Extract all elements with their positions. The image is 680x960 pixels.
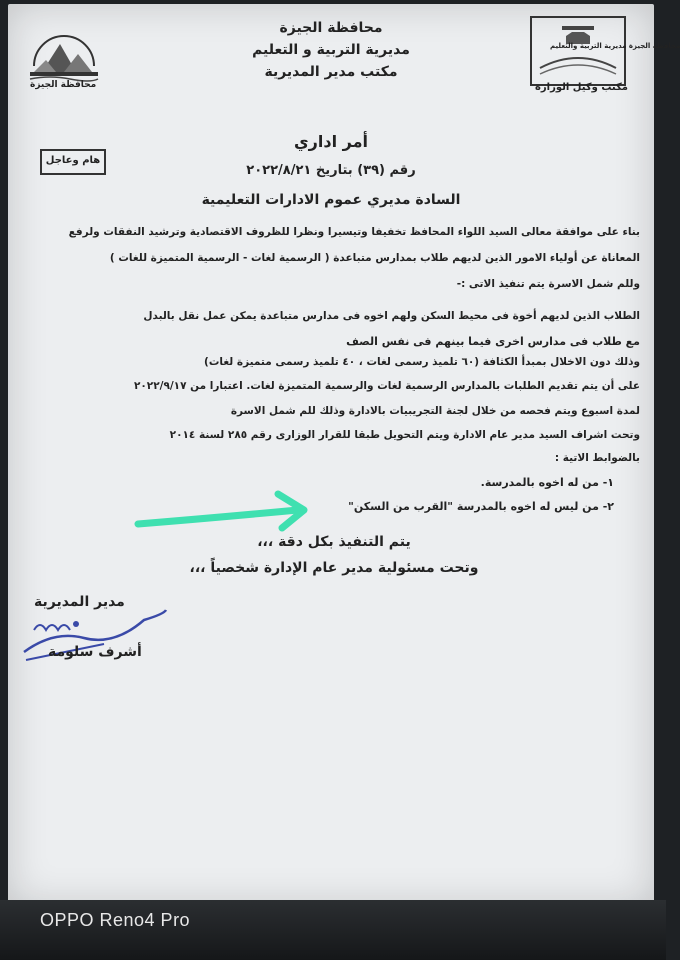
body-line: الطلاب الذين لديهم أخوة فى محيط السكن ولهم اخوه فى مدارس متباعدة يمكن عمل نقل بالبدل [143,310,640,322]
doc-number-date: رقم (٣٩) بتاريخ ٢٠٢٢/٨/٢١ [246,163,416,178]
left-logo-caption: محافظة الجيزة [30,80,97,90]
closing-line: يتم التنفيذ بكل دقة ،،، [257,534,411,550]
arrow-annotation-icon [132,488,312,536]
stamp-text: محافظة الجيزة مديرية التربية والتعليم [550,42,680,50]
urgent-box: هام وعاجل [40,149,106,175]
body-line: على أن يتم تقديم الطلبات بالمدارس الرسمية لغات والرسمية المتميزة لغات. اعتبارا من ٢٠٢٢/٩/١٧ [133,380,640,392]
doc-addressee: السادة مديري عموم الادارات التعليمية [201,192,461,208]
closing-line: وتحت مسئولية مدير عام الإدارة شخصياً ،،، [189,560,479,576]
header-office: مكتب مدير المديرية [264,64,398,80]
phone-watermark: OPPO Reno4 Pro [40,910,191,930]
signer-name: أشرف سلومة [48,644,142,660]
doc-title: أمر اداري [294,132,368,151]
body-line: وذلك دون الاخلال بمبدأ الكثافة (٦٠ تلميذ رسمى لغات ، ٤٠ تلميذ رسمى متميزة لغات) [204,356,640,368]
document-page [8,4,680,906]
intro-line: المعاناة عن أولياء الامور الذين لديهم طلاب بمدارس متباعدة ( الرسمية لغات - الرسمية المتميزة للغات ) [109,252,640,264]
signer-title: مدير المديرية [34,594,125,610]
header-governorate: محافظة الجيزة [279,20,383,36]
right-stamp-caption: مكتب وكيل الوزارة [535,82,628,93]
body-line: مع طلاب فى مدارس اخرى فيما بينهم فى نفس الصف [346,335,640,348]
header-directorate: مديرية التربية و التعليم [252,42,410,58]
list-item: ٢- من ليس له اخوه بالمدرسة "القرب من السكن" [348,500,614,513]
body-line: بالضوابط الاتية : [554,452,640,464]
list-item: ١- من له اخوه بالمدرسة. [480,476,614,489]
body-line: لمدة اسبوع ويتم فحصه من خلال لجنة التجريبيات بالادارة وذلك للم شمل الاسرة [230,405,640,417]
body-line: وتحت اشراف السيد مدير عام الادارة ويتم التحويل طبقا للقرار الوزارى رقم ٢٨٥ لسنة ٢٠١٤ [169,429,640,441]
intro-line: بناء على موافقة معالى السيد اللواء المحافظ تخفيفا وتيسيرا ونظرا للظروف الاقتصادية وترشيد النفقات ولرفع [68,226,640,238]
intro-line: وللم شمل الاسرة يتم تنفيذ الاتى :- [456,278,640,290]
